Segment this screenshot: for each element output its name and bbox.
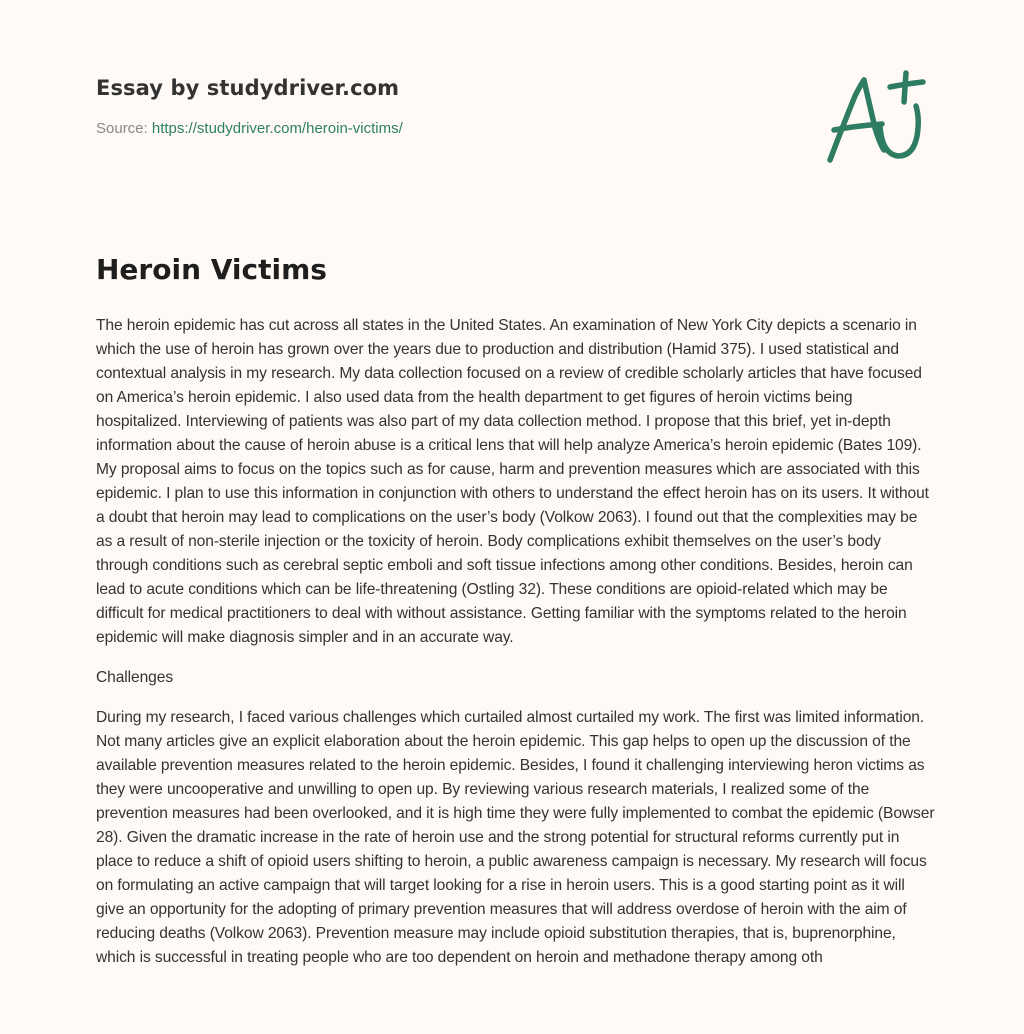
essay-title: Heroin Victims <box>96 253 327 286</box>
a-plus-grade-icon <box>820 68 930 168</box>
source-link[interactable]: https://studydriver.com/heroin-victims/ <box>151 120 403 137</box>
source-label: Source: <box>96 120 148 137</box>
essay-paragraph-intro: The heroin epidemic has cut across all states in the United States. An examination of New York City depicts a scenario in which the use of heroin has grown over the years due to production and distribution (Hamid 375). I used statistical and contextual analysis in my research. My data collection focused on a review of credible scholarly articles that have focused on America’s heroin epidemic. I also used data from the health department to get figures of heroin victims being hospitalized. Interviewing of patients was also part of my data collection method. I propose that this brief, yet in-depth information about the cause of heroin abuse is a critical lens that will help analyze America’s heroin epidemic (Bates 109). My proposal aims to focus on the topics such as for cause, harm and prevention measures which are associated with this epidemic. I plan to use this information in conjunction with others to understand the effect heroin has on its users. It without a doubt that heroin may lead to complications on the user’s body (Volkow 2063). I found out that the complexities may be as a result of non-sterile injection or the toxicity of heroin. Body complications exhibit themselves on the user’s body through conditions such as cerebral septic emboli and soft tissue infections among other conditions. Besides, heroin can lead to acute conditions which can be life-threatening (Ostling 32). These conditions are opioid-related which may be difficult for medical practitioners to deal with without assistance. Getting familiar with the symptoms related to the heroin epidemic will make diagnosis simpler and in an accurate way. <box>96 317 929 646</box>
site-title: Essay by studydriver.com <box>96 76 400 100</box>
page-header <box>96 76 403 137</box>
section-heading-challenges: Challenges <box>96 669 174 686</box>
source-line <box>96 120 403 137</box>
essay-paragraph-challenges: During my research, I faced various challenges which curtailed almost curtailed my work. The first was limited information. Not many articles give an explicit elaboration about the heroin epidemic. This gap helps to open up the discussion of the available prevention measures related to the heroin epidemic. Besides, I found it challenging interviewing heron victims as they were uncooperative and unwilling to open up. By reviewing various research materials, I realized some of the prevention measures had been overlooked, and it is high time they were fully implemented to combat the epidemic (Bowser 28). Given the dramatic increase in the rate of heroin use and the strong potential for structural reforms currently put in place to reduce a shift of opioid users shifting to heroin, a public awareness campaign is necessary. My research will focus on formulating an active campaign that will target looking for a rise in heroin users. This is a good starting point as it will give an opportunity for the adopting of primary prevention measures that will address overdose of heroin with the aim of reducing deaths (Volkow 2063). Prevention measure may include opioid substitution therapies, that is, buprenorphine, which is successful in treating people who are too dependent on heroin and methadone therapy among oth <box>96 709 935 966</box>
essay-body <box>96 314 936 986</box>
